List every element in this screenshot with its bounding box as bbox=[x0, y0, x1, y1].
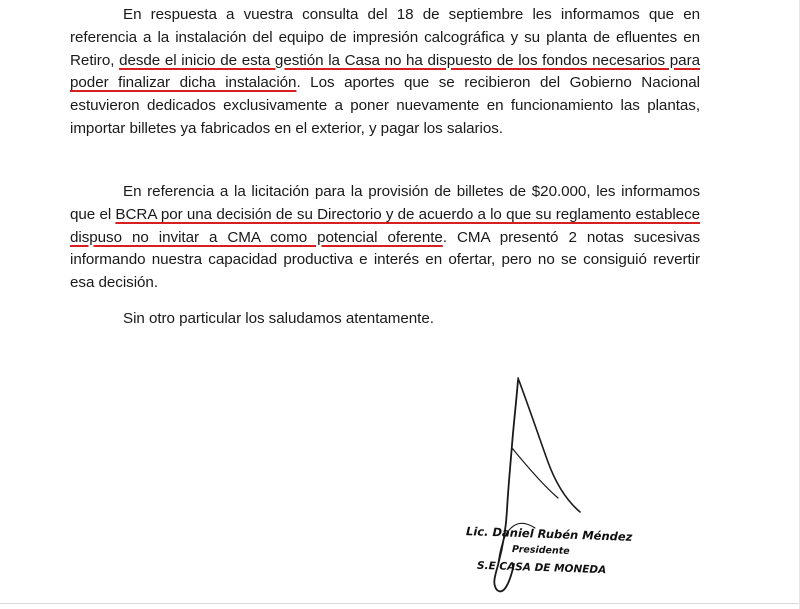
paragraph-tender-text-1: En referencia a la licitación para la provisión de billetes de $20.000, les informamos que el bbox=[70, 183, 700, 223]
paragraph-tender bbox=[70, 181, 700, 295]
paragraph-funds bbox=[70, 4, 700, 141]
page-bottom-border bbox=[0, 603, 800, 604]
stamp-name: Lic. Daniel Rubén Méndez bbox=[465, 524, 633, 544]
paragraph-funds-text-2: . Los aportes que se recibieron del Gobierno Nacional estuvieron dedicados exclusivamente a poner nuevamente en funcionamiento las plantas, importar billetes ya fabricados en el exterior, y pagar los salarios. bbox=[70, 74, 700, 137]
paragraph-funds-highlight: desde el inicio de esta gestión la Casa no ha dispuesto de los fondos necesarios para poder finalizar dicha instalación bbox=[70, 51, 700, 92]
stamp-organization: S.E CASA DE MONEDA bbox=[476, 559, 607, 577]
closing-line-text: Sin otro particular los saludamos atentamente. bbox=[123, 310, 434, 327]
paragraph-tender-text-2: . CMA presentó 2 notas sucesivas informando nuestra capacidad productiva e interés en ofertar, pero no se consiguió revertir esa decisión. bbox=[70, 228, 700, 292]
paragraph-tender-highlight: BCRA por una decisión de su Directorio y de acuerdo a lo que su reglamento establece dispuso no invitar a CMA como potencial oferente bbox=[70, 205, 701, 246]
paragraph-funds-text-1: En respuesta a vuestra consulta del 18 de septiembre les informamos que en referencia a la instalación del equipo de impresión calcográfica y su planta de efluentes en Retiro, bbox=[70, 6, 700, 69]
closing-line bbox=[70, 308, 700, 331]
stamp-role: Presidente bbox=[511, 543, 570, 558]
